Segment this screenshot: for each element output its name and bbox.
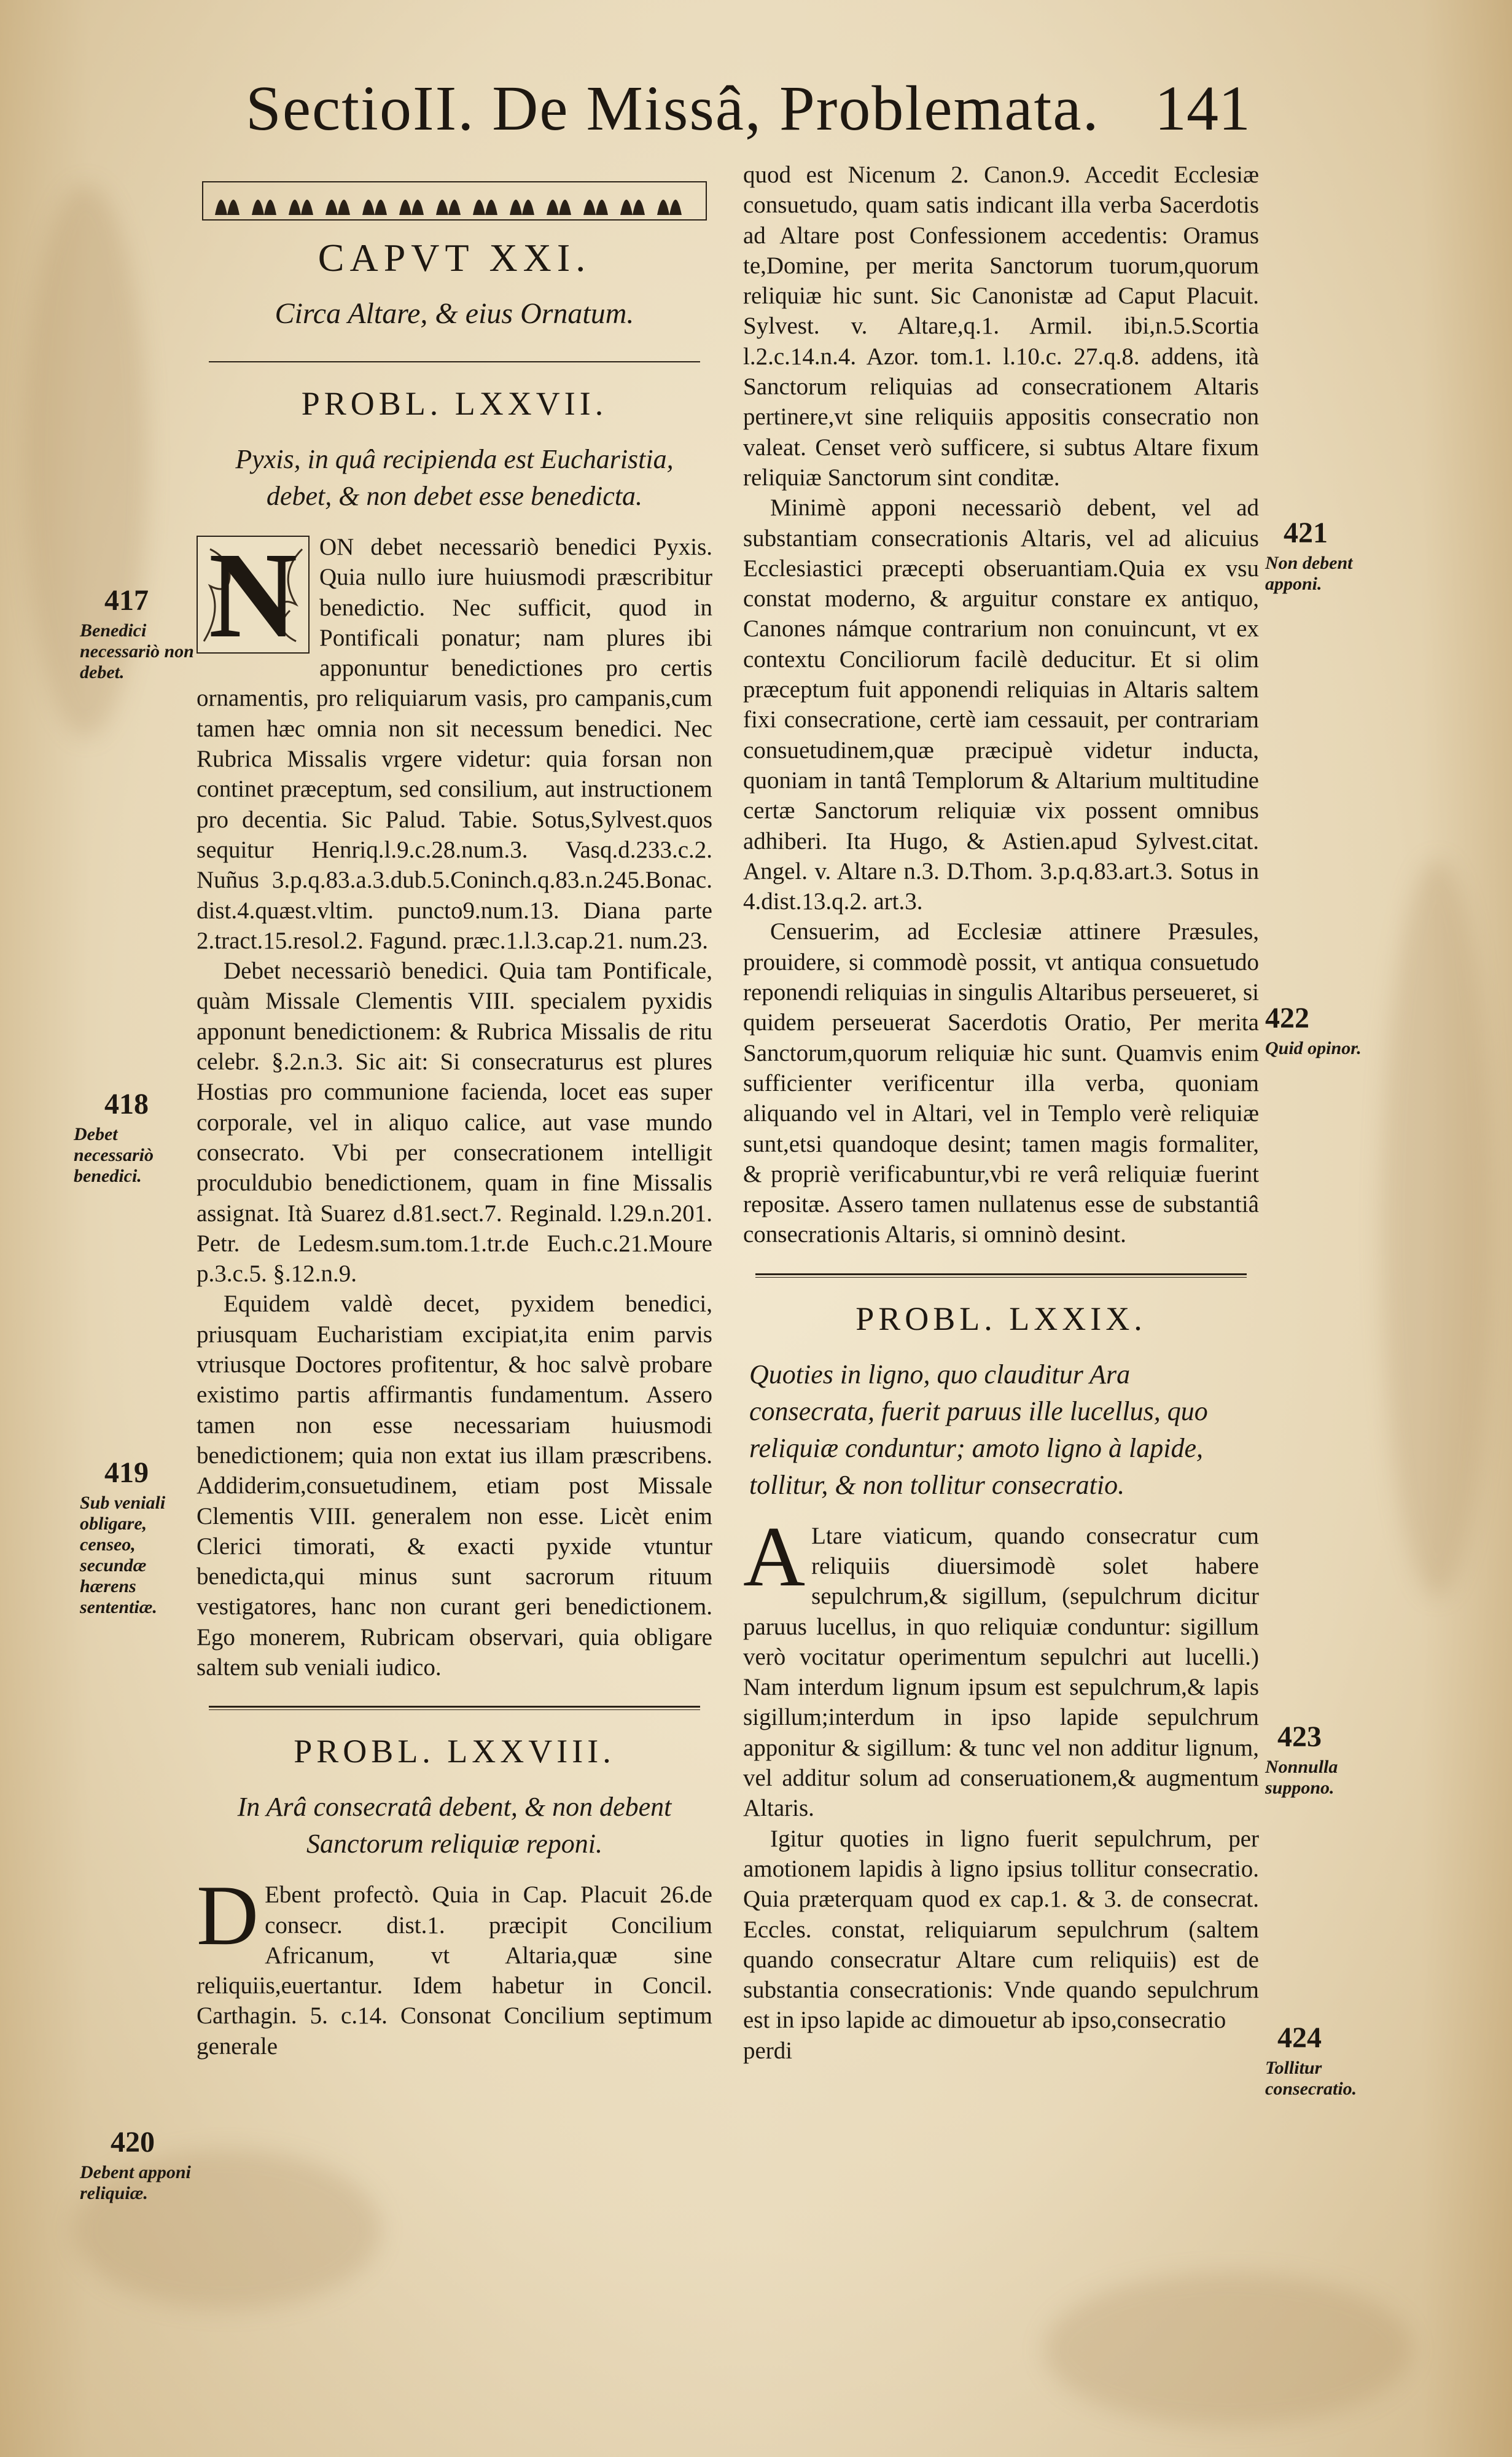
initial-letter: D xyxy=(197,1868,259,1964)
page-number: 141 xyxy=(1155,73,1250,144)
initial-letter: A xyxy=(743,1509,806,1604)
marginal-number: 421 xyxy=(1284,517,1328,549)
marginal-note: Debent apponi reliquiæ. xyxy=(80,2162,191,2203)
marginal-note: Non debent apponi. xyxy=(1265,553,1353,594)
decorated-initial xyxy=(197,536,310,654)
marginal-number: 422 xyxy=(1265,1002,1309,1034)
paragraph-420 xyxy=(197,1868,712,2061)
paragraph-423 xyxy=(743,1509,1259,1824)
running-title: SectioII. De Missâ, Problemata. xyxy=(246,73,1100,144)
marginal-number: 419 xyxy=(104,1456,149,1489)
initial-letter: N xyxy=(208,536,298,654)
paragraph-422: Censuerim, ad Ecclesiæ attinere Præsules, prouidere, si commodè possit, vt antiqua consuetudo reponendi reliquias in singulis Altaribus perseueret, si quidem perseuerat Sacerdotis Oratio, Per merita Sanctorum,quorum reliquiæ hic sunt. Quamvis enim sufficienter verificentur illa verba, quoniam aliquando vel in Altari, vel in Templo verè reliquiæ sunt,etsi quandoque desint; tamen magis formaliter, & propriè verificabuntur,vbi re verâ reliquiæ fuerint repositæ. Assero tamen nullatenus esse de substantiâ consecrationis Altaris, si omninò desint. xyxy=(743,918,1259,1248)
marginal-note: Benedici necessariò non debet. xyxy=(80,620,194,682)
right-column xyxy=(743,160,1259,2066)
paragraph-418: Debet necessariò benedici. Quia tam Pontificale, quàm Missale Clementis VIII. specialem pyxidis apponunt benedictionem: & Rubrica Missalis de ritu celebr. §.2.n.3. Sic ait: Si consecraturus est plures Hostias pro communione facienda, locet eas super corporale, vel in aliquo calice, aut vase mundo consecrato. Vbi per consecrationem intelligit proculdubio benedictionem, quam in fine Missalis assignat. Ità Suarez d.81.sect.7. Reginald. l.29.n.201. Petr. de Ledesm.sum.tom.1.tr.de Euch.c.21.Moure p.3.c.5. §.12.n.9. xyxy=(197,958,712,1287)
left-column xyxy=(197,160,712,2061)
paragraph-424: Igitur quoties in ligno fuerit sepulchrum, per amotionem lapidis à ligno ipsius tollitur consecratio. Quia præterquam quod ex cap.1. & 3. de consecrat. Eccles. constat, reliquiarum sepulchrum (saltem quando consecratur Altare cum reliquiis) est de substantia consecrationis: Vnde quando sepulchrum est in ipso lapide ac dimouetur ab ipso,consecratio xyxy=(743,1825,1259,2034)
marginal-number: 424 xyxy=(1277,2021,1322,2054)
marginal-note: Debet necessariò benedici. xyxy=(74,1124,154,1186)
marginal-number: 418 xyxy=(104,1088,149,1120)
problem-heading: PROBL. LXXVIII. xyxy=(294,1733,615,1770)
paragraph-text: ON debet necessariò benedici Pyxis. Quia nullo iure huiusmodi præscribitur benedictio. Nec sufficit, quod in Pontificali ponatur; nam plures ibi apponuntur benedictiones pro certis ornamentis, pro reliquiarum vasis, pro campanis,cum tamen hæc omnia non sit necessum benedici. Nec Rubrica Missalis vrgere videtur: quia forsan non continet præceptum, sed consilium, aut instructionem pro decentia. Sic Palud. Tabie. Sotus,Sylvest.quos sequitur Henriq.l.9.c.28.num.3. Vasq.d.233.c.2. Nuñus 3.p.q.83.a.3.dub.5.Coninch.q.83.n.245.Bonac. dist.4.quæst.vltim. puncto9.num.13. Diana parte 2.tract.15.resol.2. Fagund. præc.1.l.3.cap.21. num.23. xyxy=(197,534,712,954)
paragraph-417 xyxy=(197,532,712,956)
problem-subtitle: In Arâ consecratâ debent, & non debent Sanctorum reliquiæ reponi. xyxy=(237,1792,672,1859)
problem-heading: PROBL. LXXIX. xyxy=(855,1300,1147,1337)
marginal-number: 417 xyxy=(104,584,149,617)
problem-subtitle: Quoties in ligno, quo clauditur Ara consecrata, fuerit paruus ille lucellus, quo reliquiæ conduntur; amoto ligno à lapide, tollitur, & non tollitur consecratio. xyxy=(749,1359,1208,1500)
running-head xyxy=(246,69,1259,149)
chapter-title: CAPVT XXI. xyxy=(318,236,591,279)
marginal-note: Nonnulla suppono. xyxy=(1265,1757,1338,1798)
marginal-note: Sub veniali obligare, censeo, secundæ hærens sententiæ. xyxy=(80,1493,166,1617)
paragraph-421: Minimè apponi necessariò debent, vel ad substantiam consecrationis Altaris, vel ad alicuius Ecclesiastici præcepti obseruantiam.Quia ex vsu constat moderno, & arguitur constare ex antiquo, Canones námque contrarium non conuincunt, vt ex contextu Conciliorum facilè deducitur. Et si olim præceptum fuit apponendi reliquias in Altaris saltem fixi consecratione, certè iam cessauit, per contrariam consuetudinem,quæ præcipuè videtur inducta, quoniam in tantâ Templorum & Altarium multitudine certæ Sanctorum reliquiæ vix possent omnibus adhiberi. Ita Hugo, & Astien.apud Sylvest.citat. Angel. v. Altare n.3. D.Thom. 3.p.q.83.art.3. Sotus in 4.dist.13.q.2. art.3. xyxy=(743,494,1259,915)
problem-heading: PROBL. LXXVII. xyxy=(301,385,608,422)
catchword: perdi xyxy=(743,2037,793,2064)
marginal-number: 423 xyxy=(1277,1721,1322,1753)
section-divider xyxy=(755,1273,1247,1278)
paragraph-419: Equidem valdè decet, pyxidem benedici, priusquam Eucharistiam excipiat,ita enim parvis vtriusque Doctores profitentur, & hoc salvè probare existimo partis affirmantis fundamentum. Assero tamen non esse necessariam huiusmodi benedictionem; quia non extat ius illam præscribens. Addiderim,consuetudinem, etiam post Missale Clementis VIII. generalem non esse. Licèt enim Clerici timorati, & exacti pyxide vtuntur benedicta,qui minus sunt sacrorum rituum vestigatores, hanc non curant geri benedictionem. Ego monerem, Rubricam observari, quia obligare saltem sub veniali iudico. xyxy=(197,1291,712,1681)
section-divider xyxy=(209,1706,700,1710)
marginal-number: 420 xyxy=(111,2126,155,2158)
section-divider xyxy=(209,361,700,362)
page-stain xyxy=(1382,860,1492,1597)
chapter-subtitle: Circa Altare, & eius Ornatum. xyxy=(275,297,634,330)
page-stain xyxy=(1044,2273,1413,2426)
paragraph-text: Ltare viaticum, quando consecratur cum reliquiis diuersimodè solet habere sepulchrum,& sigillum, (sepulchrum dicitur paruus lucellus, in quo reliquiæ conduntur: sigillum verò vocitatur operimentum sepulchri aut lucelli.) Nam interdum lignum ipsum est sepulchrum,& lapis sigillum;interdum in ipso lapide sepulchrum apponitur & sigillum: & tunc vel non additur lignum, vel additur solum ad conseruationem,& augmentum Altaris. xyxy=(743,1522,1259,1822)
ornament-band xyxy=(197,178,712,224)
paragraph-text: Ebent profectò. Quia in Cap. Placuit 26.de consecr. dist.1. præcipit Concilium Africanum, vt Altaria,quæ sine reliquiis,euertantur. Idem habetur in Concil. Carthagin. 5. c.14. Consonat Concilium septimum generale xyxy=(197,1881,712,2060)
problem-subtitle: Pyxis, in quâ recipienda est Eucharistia, debet, & non debet esse benedicta. xyxy=(235,444,674,511)
marginal-note: Tollitur consecratio. xyxy=(1265,2058,1357,2099)
marginal-note: Quid opinor. xyxy=(1265,1038,1362,1058)
paragraph-continued: quod est Nicenum 2. Canon.9. Accedit Ecclesiæ consuetudo, quam satis indicant illa verba Sacerdotis ad Altare post Confessionem accedentis: Oramus te,Domine, per merita Sanctorum tuorum,quorum reliquiæ hic sunt. Sic Canonistæ ad Caput Placuit. Sylvest. v. Altare,q.1. Armil. ibi,n.5.Scortia l.2.c.14.n.4. Azor. tom.1. l.10.c. 27.q.8. addens, ità Sanctorum reliquias ad consecrationem Altaris pertinere,vt sine reliquiis appositis consecratio non valeat. Censet verò sufficere, si subtus Altare fixum reliquiæ Sanctorum sint conditæ. xyxy=(743,162,1259,491)
